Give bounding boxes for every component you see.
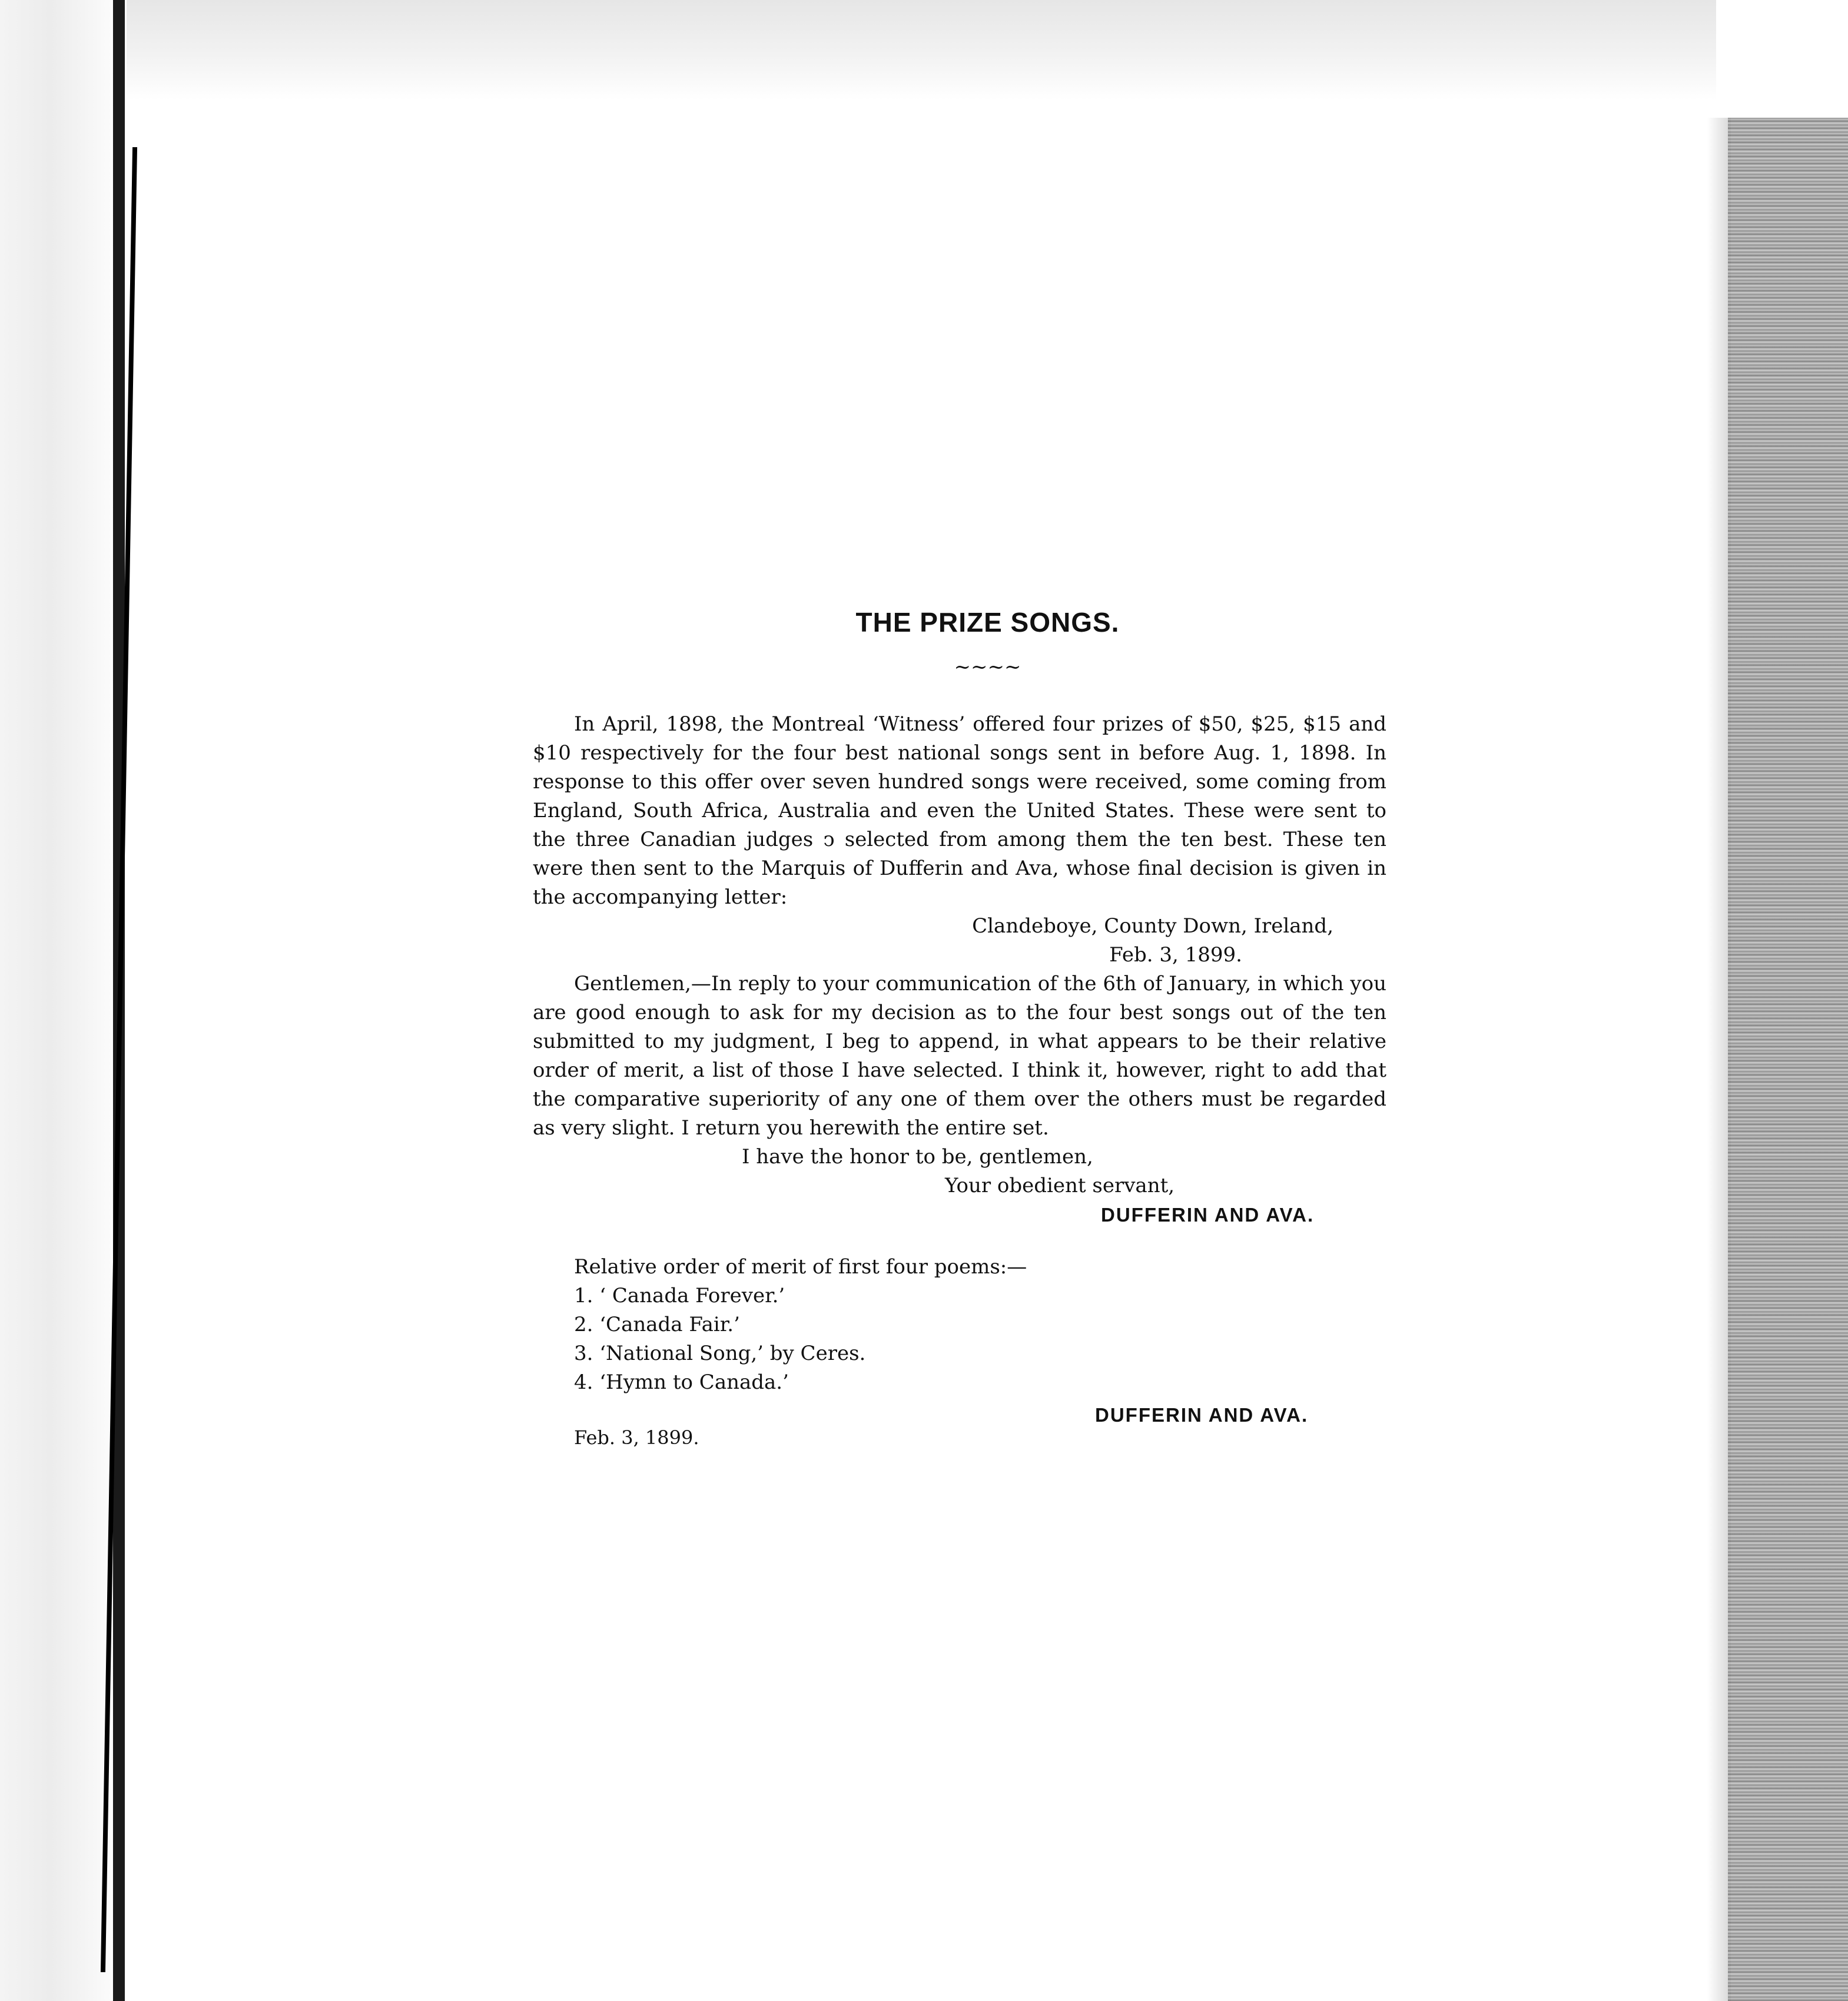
- document-title: THE PRIZE SONGS.: [855, 607, 1120, 638]
- intro-paragraph: In April, 1898, the Montreal ‘Witness’ offered four prizes of $50, $25, $15 and $10 respectively for the four best national songs sent in before Aug. 1, 1898. In response to this offer over seven hundred songs were received, some coming from England, South Africa, Australia and even the United States. These were sent to the three Canadian judges ↄ selected from among them the ten best. These ten were then sent to the Marquis of Dufferin and Ava, whose final decision is given in the accompanying letter:: [533, 712, 1386, 909]
- merit-item: 3. ‘National Song,’ by Ceres.: [574, 1342, 866, 1365]
- letter-body: Gentlemen,—In reply to your communication of the 6th of January, in which you are good enough to ask for my decision as to the four best songs out of the ten submitted to my judgment, I beg to append, in what appears to be their relative order of merit, a list of those I have selected. I think it, however, right to add that the comparative superiority of any one of them over the others must be regarded as very slight. I return you herewith the entire set.: [533, 972, 1386, 1140]
- scan-right-shadow: [1707, 118, 1731, 2001]
- letter-closing-honor: I have the honor to be, gentlemen,: [742, 1145, 1093, 1169]
- merit-item: 1. ‘ Canada Forever.’: [574, 1284, 785, 1308]
- title-ornament: ~~~~: [954, 655, 1021, 679]
- letter-date: Feb. 3, 1899.: [1109, 943, 1242, 967]
- letter-address: Clandeboye, County Down, Ireland,: [972, 914, 1333, 938]
- document-page: [533, 606, 1386, 1462]
- merit-signature: DUFFERIN AND AVA.: [1095, 1404, 1309, 1426]
- letter-signature: DUFFERIN AND AVA.: [1101, 1204, 1315, 1226]
- merit-footer: [533, 1397, 1386, 1462]
- merit-list-block: [533, 1253, 1386, 1397]
- scan-right-fringe: [1728, 118, 1848, 2001]
- merit-heading: Relative order of merit of first four poems:—: [574, 1255, 1027, 1279]
- scan-top-fringe: [127, 0, 1716, 100]
- merit-item: 4. ‘Hymn to Canada.’: [574, 1370, 789, 1394]
- letter-closing-servant: Your obedient servant,: [945, 1174, 1175, 1197]
- merit-date: Feb. 3, 1899.: [574, 1426, 699, 1449]
- merit-item: 2. ‘Canada Fair.’: [574, 1313, 740, 1336]
